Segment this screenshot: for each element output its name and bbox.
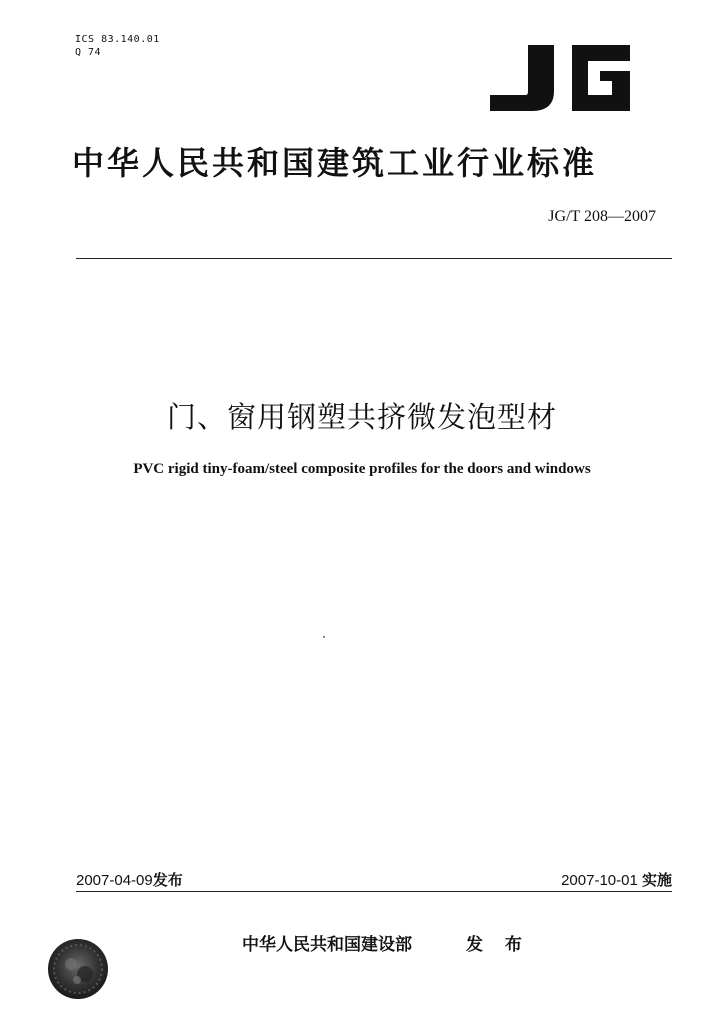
issuer-name: 中华人民共和国建设部 xyxy=(242,935,412,955)
jg-logo xyxy=(488,43,632,113)
standard-code: JG/T 208—2007 xyxy=(548,208,656,225)
document-title-en: PVC rigid tiny-foam/steel composite profiles for the doors and windows xyxy=(133,461,591,477)
header-divider xyxy=(76,258,672,259)
implement-label: 实施 xyxy=(641,872,672,889)
ccs-code: Q 74 xyxy=(75,47,102,58)
standard-category: 中华人民共和国建筑工业行业标准 xyxy=(72,144,598,182)
issue-date-line xyxy=(76,869,183,890)
document-title-cn: 门、窗用钢塑共挤微发泡型材 xyxy=(166,400,557,434)
scan-speck xyxy=(323,636,325,638)
issue-label: 发布 xyxy=(152,872,183,889)
implement-date-line xyxy=(561,869,672,890)
classification-codes xyxy=(75,33,160,59)
issue-date: 2007-04-09 xyxy=(76,872,153,889)
issuer-action: 发 布 xyxy=(466,935,530,955)
seal-stamp-icon xyxy=(47,938,109,1000)
ics-code: ICS 83.140.01 xyxy=(75,34,160,45)
footer-divider xyxy=(76,891,672,892)
implement-date: 2007-10-01 xyxy=(561,872,638,889)
